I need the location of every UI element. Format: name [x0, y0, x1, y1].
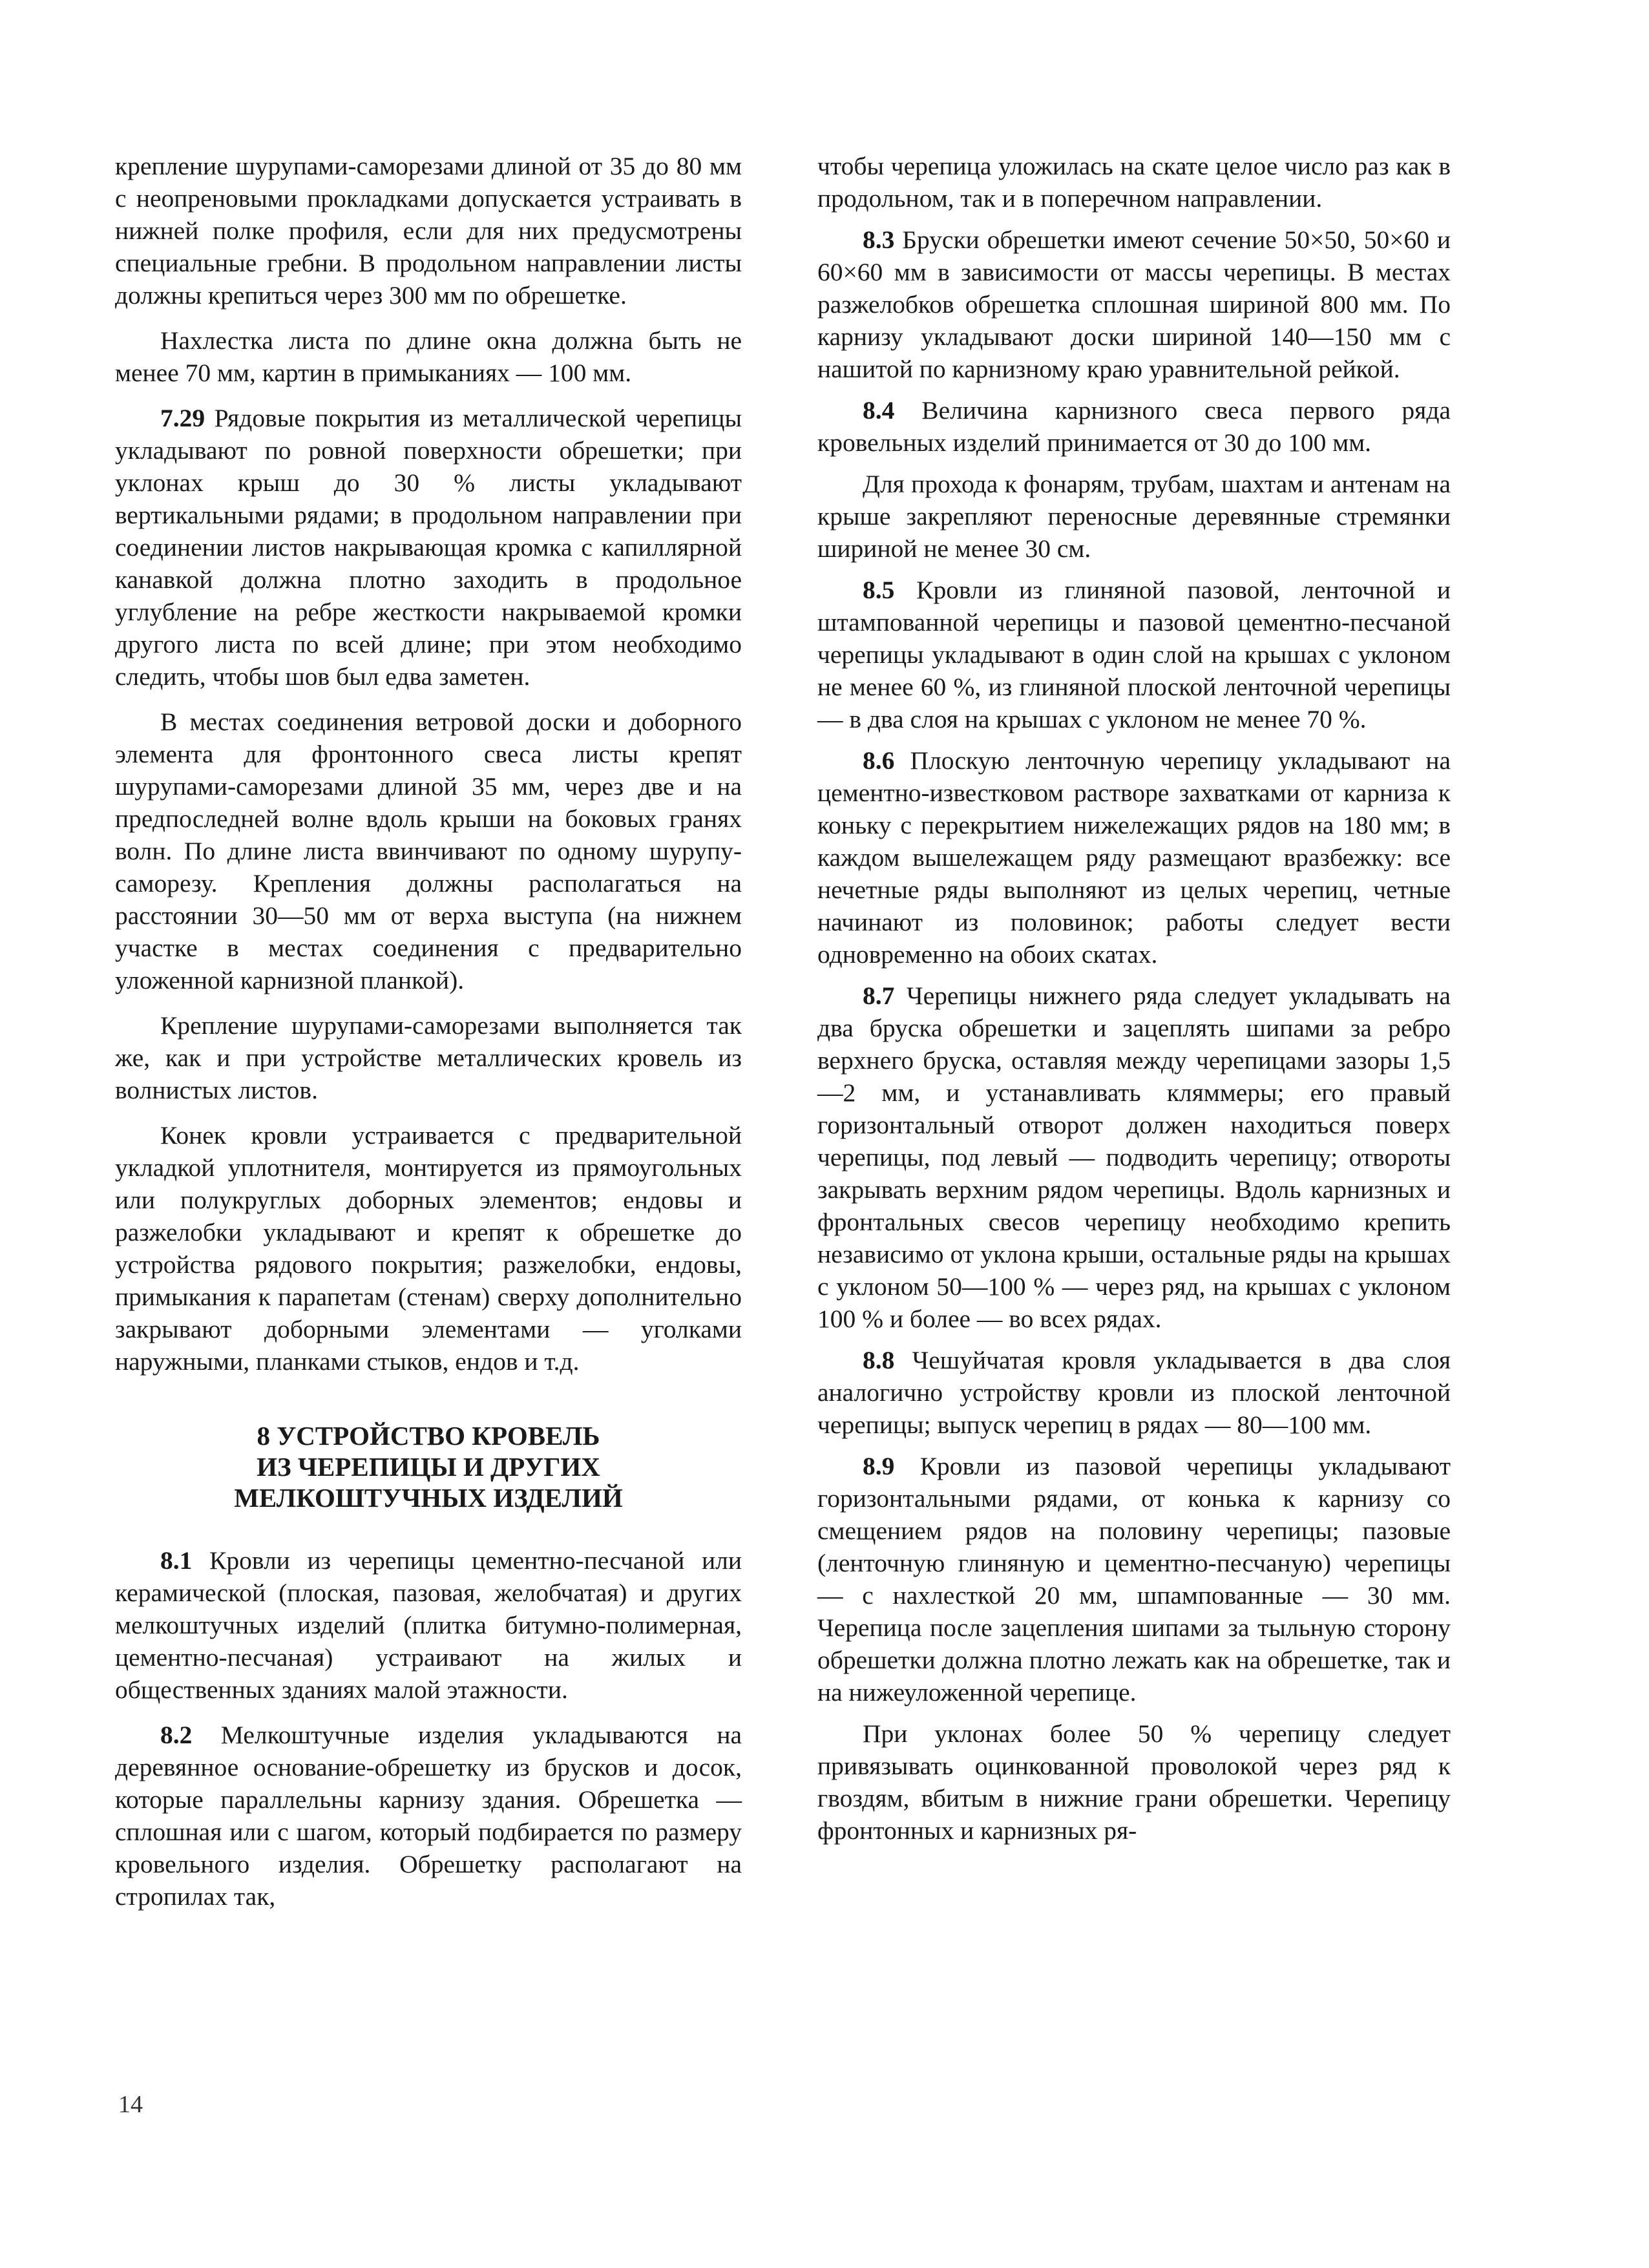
- heading-line: ИЗ ЧЕРЕПИЦЫ И ДРУГИХ: [257, 1452, 600, 1482]
- paragraph: крепление шурупами-саморезами длиной от 35 до 80 мм с неопреновыми прокладками допускается устраивать в нижней полке профиля, если для них предусмотрены специальные гребни. В продольном направлении листы должны крепиться через 300 мм по обрешетке.: [115, 152, 742, 310]
- clause-text: Кровли из глиняной пазовой, ленточной и штампованной черепицы и пазовой цементно-песчаной черепицы укладывают в один слой на крышах с уклоном не менее 60 %, из глиняной плоской ленточной черепицы — в два слоя на крышах с уклоном не менее 70 %.: [817, 576, 1451, 733]
- section-heading: [115, 1420, 742, 1513]
- paragraph-8-6: [817, 744, 1451, 971]
- heading-line: 8 УСТРОЙСТВО КРОВЕЛЬ: [257, 1421, 600, 1451]
- paragraph-8-7: [817, 980, 1451, 1335]
- left-column: [115, 150, 742, 1926]
- paragraph-8-5: [817, 574, 1451, 735]
- clause-number: 8.7: [863, 982, 895, 1010]
- paragraph: Крепление шурупами-саморезами выполняется так же, как и при устройстве металлических кровель из волнистых листов.: [115, 1011, 742, 1104]
- clause-text: Кровли из черепицы цементно-песчаной или керамической (плоская, пазовая, желобчатая) и других мелкоштучных изделий (плитка битумно-полимерная, цементно-песчаная) устраивают на жилых и общественных зданиях малой этажности.: [115, 1546, 742, 1704]
- paragraph-8-2: [115, 1719, 742, 1913]
- paragraph: Нахлестка листа по длине окна должна быть не менее 70 мм, картин в примыканиях — 100 мм.: [115, 326, 742, 387]
- clause-number: 8.1: [160, 1546, 193, 1575]
- clause-number: 8.2: [160, 1721, 193, 1749]
- paragraph: При уклонах более 50 % черепицу следует привязывать оцинкованной проволокой через ряд к гвоздям, вбитым в нижние грани обрешетки. Черепицу фронтонных и карнизных ря-: [817, 1719, 1451, 1845]
- paragraph-8-8: [817, 1344, 1451, 1441]
- clause-number: 8.9: [863, 1452, 895, 1480]
- clause-text: Величина карнизного свеса первого ряда кровельных изделий принимается от 30 до 100 мм.: [817, 396, 1451, 457]
- clause-number: 8.5: [863, 576, 895, 604]
- paragraph: В местах соединения ветровой доски и доборного элемента для фронтонного свеса листы крепят шурупами-саморезами длиной 35 мм, через две и на предпоследней волне вдоль крыши на боковых гранях волн. По длине листа ввинчивают по одному шурупу-саморезу. Крепления должны располагаться на расстоянии 30—50 мм от верха выступа (на нижнем участке в местах соединения с предварительно уложенной карнизной планкой).: [115, 708, 742, 994]
- clause-text: Черепицы нижнего ряда следует укладывать на два бруска обрешетки и зацеплять шипами за ребро верхнего бруска, оставляя между черепицами зазоры 1,5—2 мм, и устанавливать кляммеры; его правый горизонтальный отворот должен находиться поверх черепицы, под левый — подводить черепицу; отвороты закрывать верхним рядом черепицы. Вдоль карнизных и фронтальных свесов черепицу необходимо крепить независимо от уклона крыши, остальные ряды на крышах с уклоном 50—100 % — через ряд, на крышах с уклоном 100 % и более — во всех рядах.: [817, 982, 1451, 1333]
- paragraph: чтобы черепица уложилась на скате целое число раз как в продольном, так и в поперечном направлении.: [817, 152, 1451, 213]
- paragraph-8-1: [115, 1544, 742, 1706]
- clause-text: Мелкоштучные изделия укладываются на деревянное основание-обрешетку из брусков и досок, которые параллельны карнизу здания. Обрешетка — сплошная или с шагом, который подбирается по размеру кровельного изделия. Обрешетку располагают на стропилах так,: [115, 1721, 742, 1911]
- paragraph: Конек кровли устраивается с предварительной укладкой уплотнителя, монтируется из прямоугольных или полукруглых доборных элементов; ендовы и разжелобки укладывают и крепят к обрешетке до устройства рядового покрытия; разжелобки, ендовы, примыкания к парапетам (стенам) сверху дополнительно закрывают доборными элементами — уголками наружными, планками стыков, ендов и т.д.: [115, 1121, 742, 1376]
- clause-number: 8.8: [863, 1346, 895, 1374]
- clause-text: Чешуйчатая кровля укладывается в два слоя аналогично устройству кровли из плоской ленточной черепицы; выпуск черепиц в рядах — 80—100 мм.: [817, 1346, 1451, 1439]
- heading-line: МЕЛКОШТУЧНЫХ ИЗДЕЛИЙ: [234, 1483, 623, 1513]
- page-number: 14: [118, 2091, 143, 2118]
- clause-text: Бруски обрешетки имеют сечение 50×50, 50×60 и 60×60 мм в зависимости от массы черепицы. В местах разжелобков обрешетка сплошная шириной 800 мм. По карнизу укладывают доски шириной 140—150 мм с нашитой по карнизному краю уравнительной рейкой.: [817, 226, 1451, 383]
- paragraph-8-4: [817, 394, 1451, 459]
- clause-text: Кровли из пазовой черепицы укладывают горизонтальными рядами, от конька к карнизу со смещением рядов на половину черепицы; пазовые (ленточную глиняную и цементно-песчаную) черепицы — с нахлесткой 20 мм, шпампованные — 30 мм. Черепица после зацепления шипами за тыльную сторону обрешетки должна плотно лежать как на обрешетке, так и на нижеуложенной черепице.: [817, 1452, 1451, 1706]
- clause-number: 8.4: [863, 396, 895, 425]
- clause-number: 8.3: [863, 226, 895, 254]
- paragraph-8-3: [817, 224, 1451, 385]
- right-column: [817, 150, 1451, 1856]
- clause-number: 8.6: [863, 746, 895, 775]
- paragraph-7-29: [115, 402, 742, 693]
- clause-text: Рядовые покрытия из металлической черепицы укладывают по ровной поверхности обрешетки; при уклонах крыш до 30 % листы укладывают вертикальными рядами; в продольном направлении при соединении листов накрывающая кромка с капиллярной канавкой должна плотно заходить в продольное углубление на ребре жесткости накрываемой кромки другого листа по всей длине; при этом необходимо следить, чтобы шов был едва заметен.: [115, 404, 742, 691]
- paragraph-8-9: [817, 1450, 1451, 1708]
- clause-text: Плоскую ленточную черепицу укладывают на цементно-известковом растворе захватками от карниза к коньку с перекрытием нижележащих рядов на 180 мм; в каждом вышележащем ряду размещают вразбежку: все нечетные ряды выполняют из целых черепиц, четные начинают из половинок; работы следует вести одновременно на обоих скатах.: [817, 746, 1451, 969]
- clause-number: 7.29: [160, 404, 205, 432]
- paragraph: Для прохода к фонарям, трубам, шахтам и антенам на крыше закрепляют переносные деревянные стремянки шириной не менее 30 см.: [817, 470, 1451, 563]
